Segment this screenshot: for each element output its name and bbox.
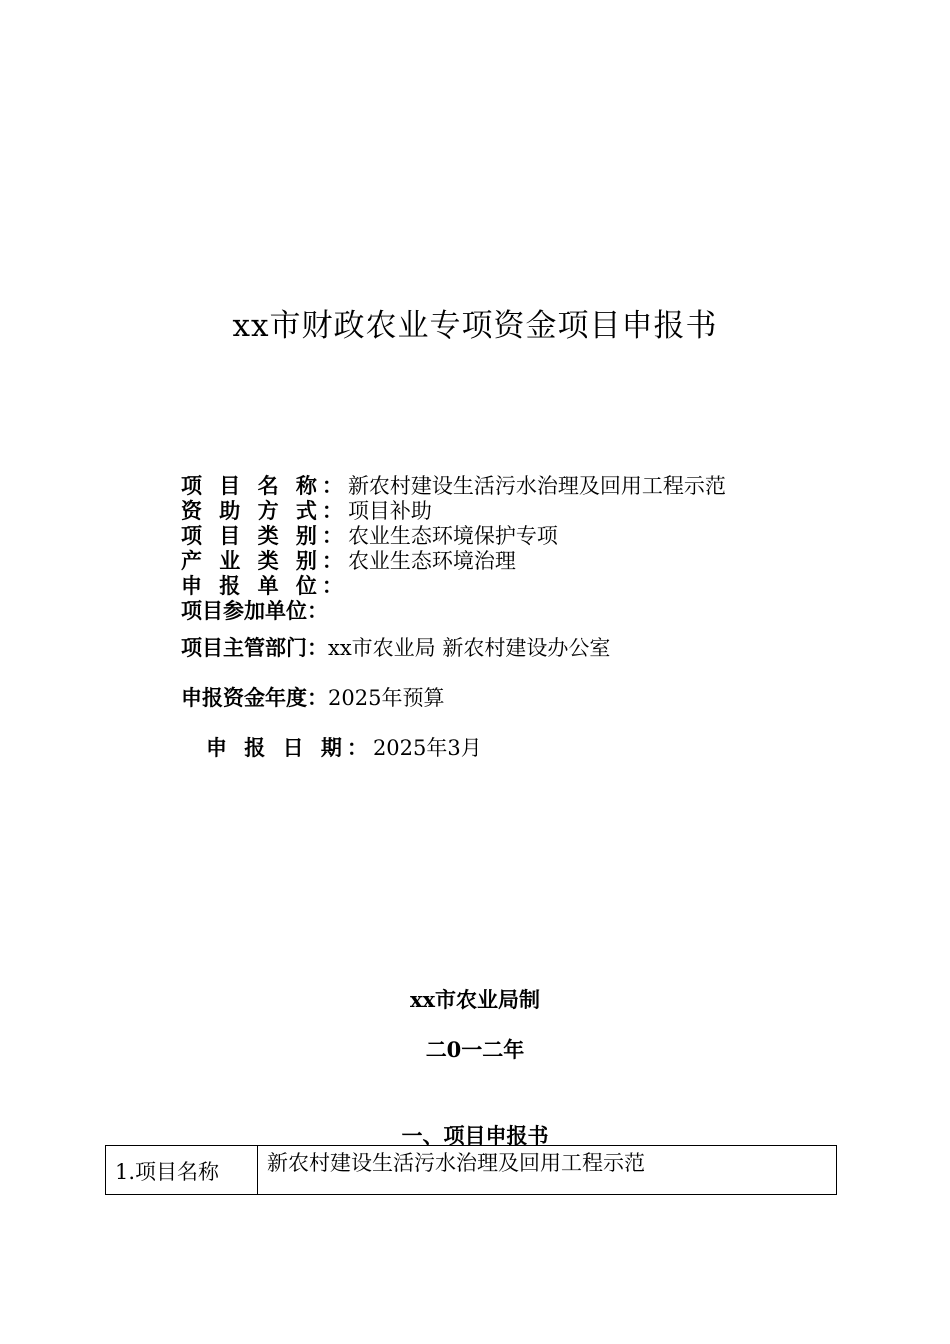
section-heading: 一、项目申报书	[401, 1123, 549, 1148]
issuer: xx市农业局制	[409, 987, 541, 1012]
field-value: 项目补助	[347, 499, 432, 523]
application-table	[105, 1145, 837, 1195]
field-value: xx市农业局 新农村建设办公室	[328, 636, 611, 660]
field-supervising-dept	[181, 635, 610, 661]
field-application-date	[206, 735, 482, 761]
table-cell-label: 1.项目名称	[106, 1146, 258, 1195]
table-row	[106, 1146, 837, 1195]
field-label: 项目参加单位：	[181, 598, 328, 623]
field-applicant-unit	[181, 573, 348, 599]
field-label: 项目主管部门：	[181, 635, 328, 660]
field-label: 产 业 类 别：	[181, 548, 348, 573]
field-label: 申报资金年度：	[181, 685, 328, 710]
issue-year: 二0一二年	[425, 1037, 525, 1062]
field-industry-category	[181, 548, 516, 574]
table-cell-value: 新农村建设生活污水治理及回用工程示范	[258, 1146, 837, 1195]
field-value: 新农村建设生活污水治理及回用工程示范	[347, 474, 726, 498]
field-label: 申 报 单 位：	[181, 573, 348, 598]
document-title: xx市财政农业专项资金项目申报书	[232, 308, 718, 344]
field-participating-units	[181, 598, 328, 624]
field-value: 2025年3月	[372, 736, 482, 760]
field-project-category	[181, 523, 558, 549]
field-value: 农业生态环境保护专项	[347, 524, 558, 548]
field-label: 申 报 日 期：	[206, 735, 373, 760]
field-label: 项 目 名 称：	[181, 473, 348, 498]
field-value: 农业生态环境治理	[347, 549, 516, 573]
field-label: 资 助 方 式：	[181, 498, 348, 523]
field-value: 2025年预算	[328, 686, 445, 710]
field-funding-method	[181, 498, 432, 524]
field-label: 项 目 类 别：	[181, 523, 348, 548]
field-project-name	[181, 473, 726, 499]
field-funding-year	[181, 685, 444, 711]
